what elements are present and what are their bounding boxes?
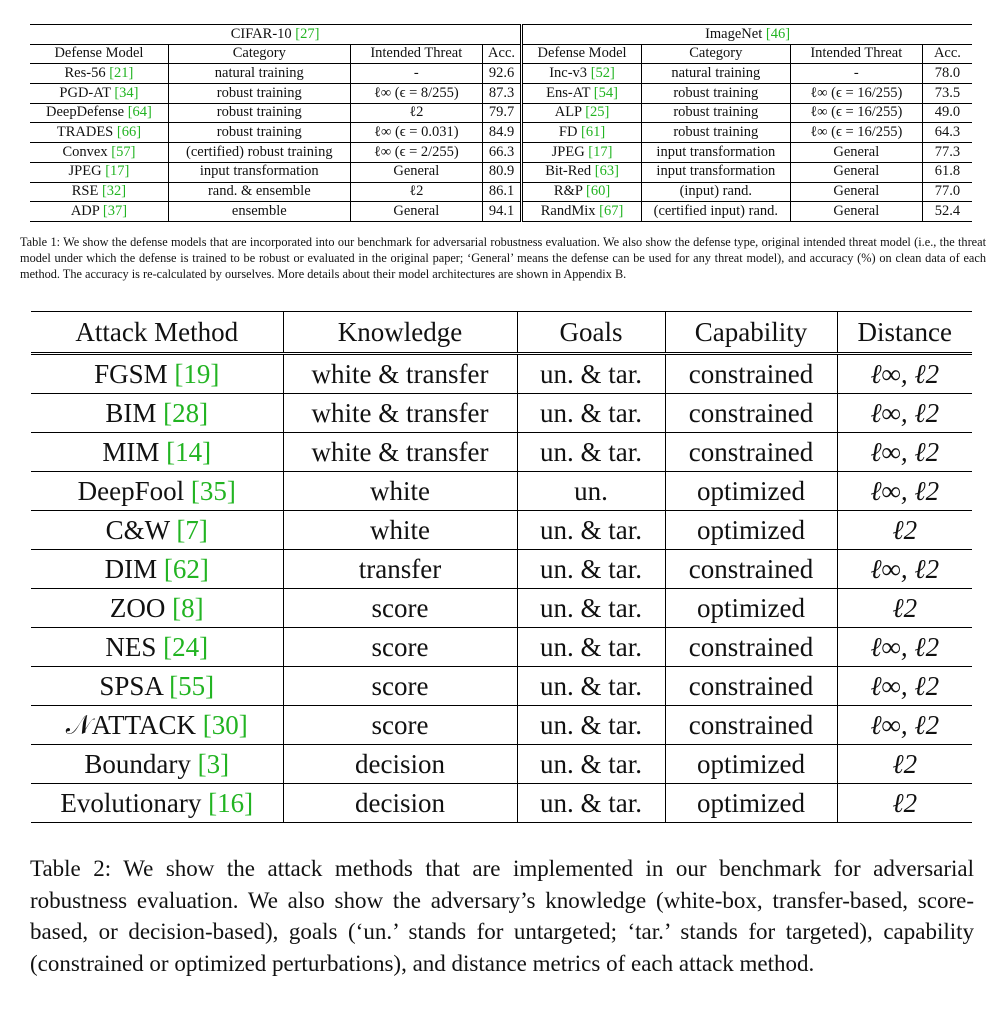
table-row [30,143,972,163]
table-row [31,394,972,433]
knowledge-cell: decision [283,784,517,823]
distance-cell: ℓ∞, ℓ2 [837,354,972,394]
category-cell: robust training [641,123,790,143]
table-row [30,84,972,104]
defense-model-name: JPEG [68,163,102,180]
table-row [31,472,972,511]
knowledge-cell: white & transfer [283,394,517,433]
distance-cell: ℓ∞, ℓ2 [837,472,972,511]
defense-model-name: ALP [554,104,582,121]
goals-cell: un. & tar. [517,667,665,706]
column-header: Capability [665,312,837,354]
citation: [8] [172,593,204,623]
citation: [27] [295,25,320,42]
intended-threat-cell: ℓ∞ (ϵ = 16/255) [790,123,922,143]
citation: [37] [102,202,128,219]
intended-threat-cell: ℓ2 [350,103,482,123]
category-cell: robust training [641,84,790,104]
intended-threat-cell: General [790,143,922,163]
category-cell: input transformation [168,162,350,182]
goals-cell: un. & tar. [517,511,665,550]
goals-cell: un. & tar. [517,394,665,433]
category-cell: input transformation [641,143,790,163]
attack-method-name: BIM [105,398,157,428]
citation: [30] [202,710,248,740]
intended-threat-cell: General [350,202,482,222]
intended-threat-cell: ℓ∞ (ϵ = 2/255) [350,143,482,163]
dataset-header-row [30,25,972,45]
attack-method-cell [31,550,283,589]
intended-threat-cell: ℓ2 [350,182,482,202]
goals-cell: un. & tar. [517,354,665,394]
defense-model-cell [522,143,642,163]
table-row [31,589,972,628]
capability-cell: optimized [665,589,837,628]
table-row [30,202,972,222]
capability-cell: constrained [665,354,837,394]
attack-method-cell [31,706,283,745]
defense-model-name: FD [558,123,578,140]
attack-method-name: SPSA [99,671,163,701]
accuracy-cell: 94.1 [482,202,521,222]
capability-cell: constrained [665,628,837,667]
citation: [52] [590,64,615,81]
capability-cell: constrained [665,433,837,472]
column-header-row [30,44,972,64]
column-header: Intended Threat [350,44,482,64]
defense-model-cell [522,103,642,123]
column-header: Intended Threat [790,44,922,64]
table-row [30,162,972,182]
defense-model-name: RSE [71,183,99,200]
citation: [3] [197,749,230,779]
attack-method-name: 𝒩ATTACK [65,710,196,740]
table-row [31,511,972,550]
intended-threat-cell: ℓ∞ (ϵ = 8/255) [350,84,482,104]
intended-threat-cell: - [350,64,482,84]
table-row [31,550,972,589]
citation: [57] [111,143,136,160]
intended-threat-cell: General [790,182,922,202]
dataset-name: CIFAR-10 [230,25,292,42]
category-cell: rand. & ensemble [168,182,350,202]
capability-cell: constrained [665,667,837,706]
column-header: Goals [517,312,665,354]
capability-cell: optimized [665,511,837,550]
table-row [31,433,972,472]
defense-models-table [30,24,972,222]
knowledge-cell: white & transfer [283,354,517,394]
category-cell: robust training [641,103,790,123]
citation: [17] [105,163,130,180]
citation: [7] [176,515,208,545]
intended-threat-cell: General [790,202,922,222]
citation: [21] [109,64,134,81]
capability-cell: optimized [665,472,837,511]
citation: [28] [163,398,209,428]
defense-model-name: RandMix [540,202,596,219]
distance-cell: ℓ∞, ℓ2 [837,394,972,433]
knowledge-cell: score [283,667,517,706]
category-cell: (certified) robust training [168,143,350,163]
attack-method-cell [31,667,283,706]
defense-model-name: JPEG [551,143,585,160]
defense-model-cell [30,143,168,163]
attack-method-name: MIM [102,437,160,467]
capability-cell: constrained [665,394,837,433]
distance-cell: ℓ∞, ℓ2 [837,550,972,589]
attack-method-name: DIM [104,554,158,584]
defense-model-name: Bit-Red [545,163,592,180]
accuracy-cell: 77.3 [922,143,972,163]
attack-methods-table [31,311,972,823]
defense-model-name: Res-56 [64,64,106,81]
defense-model-name: TRADES [56,123,114,140]
knowledge-cell: white [283,511,517,550]
accuracy-cell: 80.9 [482,162,521,182]
capability-cell: constrained [665,550,837,589]
accuracy-cell: 86.1 [482,182,521,202]
category-cell: input transformation [641,162,790,182]
defense-model-cell [522,162,642,182]
attack-method-name: FGSM [94,359,168,389]
attack-method-cell [31,472,283,511]
goals-cell: un. & tar. [517,589,665,628]
defense-model-name: R&P [553,183,583,200]
accuracy-cell: 64.3 [922,123,972,143]
goals-cell: un. & tar. [517,784,665,823]
category-cell: robust training [168,84,350,104]
citation: [64] [127,104,152,121]
intended-threat-cell: ℓ∞ (ϵ = 16/255) [790,103,922,123]
goals-cell: un. & tar. [517,550,665,589]
attack-method-cell [31,511,283,550]
column-header: Defense Model [30,44,168,64]
accuracy-cell: 49.0 [922,103,972,123]
defense-model-cell [30,84,168,104]
intended-threat-cell: - [790,64,922,84]
defense-model-cell [30,182,168,202]
defense-model-cell [30,64,168,84]
table-row [31,706,972,745]
defense-model-cell [30,202,168,222]
attack-method-cell [31,784,283,823]
citation: [34] [114,84,139,101]
category-cell: robust training [168,123,350,143]
table-row [31,784,972,823]
distance-cell: ℓ∞, ℓ2 [837,628,972,667]
category-cell: natural training [641,64,790,84]
attack-method-cell [31,589,283,628]
distance-cell: ℓ∞, ℓ2 [837,667,972,706]
dataset-name: ImageNet [705,25,763,42]
goals-cell: un. [517,472,665,511]
goals-cell: un. & tar. [517,628,665,667]
accuracy-cell: 61.8 [922,162,972,182]
citation: [62] [163,554,209,584]
table-row [31,745,972,784]
column-header: Distance [837,312,972,354]
category-cell: (certified input) rand. [641,202,790,222]
defense-model-name: Ens-AT [546,84,591,101]
citation: [24] [163,632,209,662]
distance-cell: ℓ2 [837,745,972,784]
distance-cell: ℓ2 [837,589,972,628]
intended-threat-cell: General [790,162,922,182]
attack-method-cell [31,354,283,394]
citation: [35] [190,476,236,506]
citation: [16] [208,788,254,818]
citation: [46] [765,25,791,42]
table-row [30,182,972,202]
attack-method-name: C&W [105,515,170,545]
attack-method-cell [31,628,283,667]
knowledge-cell: white [283,472,517,511]
table-row [31,667,972,706]
dataset-header-imagenet [522,25,972,45]
intended-threat-cell: General [350,162,482,182]
attack-method-name: Evolutionary [60,788,202,818]
accuracy-cell: 87.3 [482,84,521,104]
defense-model-name: Convex [62,143,108,160]
defense-model-cell [522,84,642,104]
defense-model-cell [30,162,168,182]
table1-caption: Table 1: We show the defense models that are incorporated into our benchmark for adversarial robustness evaluation. We also show the defense type, original intended threat model (i.e., the threat model under which the defense is trained to be robust or evaluated in the original paper; ‘General’ means the defense can be used for any threat model), and accuracy (%) on clean data of each method. The accuracy is re-calculated by ourselves. More details about their model architectures are shown in Appendix B. [20,235,986,281]
column-header: Acc. [922,44,972,64]
citation: [54] [593,84,618,101]
citation: [63] [594,163,619,180]
capability-cell: optimized [665,784,837,823]
citation: [32] [101,183,127,200]
citation: [67] [599,202,624,219]
citation: [14] [166,437,212,467]
table2-caption: Table 2: We show the attack methods that are implemented in our benchmark for adversarial robustness evaluation. We also show the adversary’s knowledge (white-box, transfer-based, score-based, or decision-based), goals (‘un.’ stands for untargeted; ‘tar.’ stands for targeted), capability (constrained or optimized perturbations), and distance metrics of each attack method. [30,856,974,976]
defense-model-cell [30,123,168,143]
column-header: Category [168,44,350,64]
attack-method-name: Boundary [84,749,191,779]
defense-model-name: PGD-AT [59,84,111,101]
knowledge-cell: transfer [283,550,517,589]
attack-method-cell [31,433,283,472]
goals-cell: un. & tar. [517,745,665,784]
attack-method-name: DeepFool [77,476,185,506]
distance-cell: ℓ∞, ℓ2 [837,706,972,745]
defense-model-cell [522,182,642,202]
defense-model-name: DeepDefense [46,104,125,121]
column-header: Attack Method [31,312,283,354]
goals-cell: un. & tar. [517,433,665,472]
citation: [61] [581,123,606,140]
defense-model-cell [30,103,168,123]
attack-method-name: NES [105,632,157,662]
table-row [30,103,972,123]
knowledge-cell: score [283,628,517,667]
table-row [31,354,972,394]
attack-method-name: ZOO [109,593,166,623]
accuracy-cell: 84.9 [482,123,521,143]
table-row [31,628,972,667]
accuracy-cell: 77.0 [922,182,972,202]
accuracy-cell: 66.3 [482,143,521,163]
defense-model-name: Inc-v3 [549,64,588,81]
knowledge-cell: decision [283,745,517,784]
category-cell: robust training [168,103,350,123]
defense-model-cell [522,202,642,222]
intended-threat-cell: ℓ∞ (ϵ = 0.031) [350,123,482,143]
citation: [55] [169,671,215,701]
citation: [19] [174,359,220,389]
knowledge-cell: score [283,706,517,745]
column-header: Defense Model [522,44,642,64]
attack-method-cell [31,394,283,433]
distance-cell: ℓ∞, ℓ2 [837,433,972,472]
defense-model-name: ADP [70,202,100,219]
capability-cell: optimized [665,745,837,784]
column-header: Knowledge [283,312,517,354]
distance-cell: ℓ2 [837,784,972,823]
category-cell: ensemble [168,202,350,222]
capability-cell: constrained [665,706,837,745]
accuracy-cell: 92.6 [482,64,521,84]
table-row [30,123,972,143]
accuracy-cell: 78.0 [922,64,972,84]
defense-model-cell [522,64,642,84]
category-cell: natural training [168,64,350,84]
dataset-header-cifar [30,25,522,45]
distance-cell: ℓ2 [837,511,972,550]
column-header-row [31,312,972,354]
knowledge-cell: white & transfer [283,433,517,472]
accuracy-cell: 52.4 [922,202,972,222]
defense-model-cell [522,123,642,143]
accuracy-cell: 73.5 [922,84,972,104]
citation: [60] [586,183,611,200]
intended-threat-cell: ℓ∞ (ϵ = 16/255) [790,84,922,104]
accuracy-cell: 79.7 [482,103,521,123]
table-row [30,64,972,84]
citation: [66] [116,123,142,140]
attack-method-cell [31,745,283,784]
column-header: Acc. [482,44,521,64]
column-header: Category [641,44,790,64]
knowledge-cell: score [283,589,517,628]
citation: [25] [585,104,610,121]
category-cell: (input) rand. [641,182,790,202]
citation: [17] [588,143,613,160]
goals-cell: un. & tar. [517,706,665,745]
